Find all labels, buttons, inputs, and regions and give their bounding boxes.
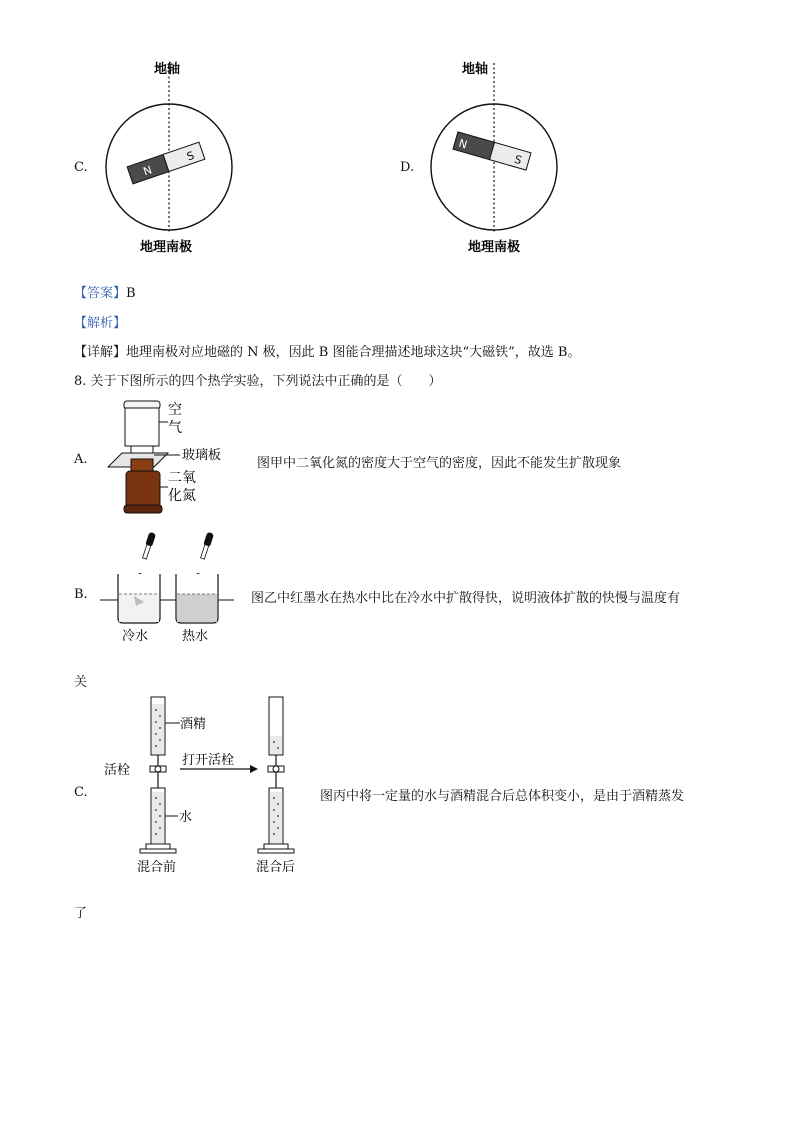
magnet-s-half bbox=[163, 142, 205, 171]
q8-option-b-letter: B. bbox=[74, 587, 88, 602]
option-c-earth-diagram bbox=[100, 55, 250, 260]
analysis-tag: 【解析】 bbox=[74, 316, 127, 331]
axis-label: 地轴 bbox=[154, 62, 181, 77]
option-d-letter: D. bbox=[400, 160, 415, 175]
q8-option-c-letter: C. bbox=[74, 785, 88, 800]
detail-tag: 【详解】 bbox=[74, 345, 127, 360]
label-air-1: 空 bbox=[168, 402, 182, 418]
axis-label: 地轴 bbox=[462, 62, 489, 77]
dropper-left bbox=[141, 532, 156, 560]
label-after: 混合后 bbox=[256, 860, 296, 875]
q8-option-b-text: 图乙中红墨水在热水中比在冷水中扩散得快，说明液体扩散的快慢与温度有 bbox=[251, 591, 681, 606]
lower-jar-neck bbox=[131, 459, 153, 471]
bar-magnet bbox=[127, 142, 205, 184]
lower-jar-base bbox=[124, 505, 162, 513]
label-cold: 冷水 bbox=[122, 629, 149, 644]
apparatus-before bbox=[140, 697, 180, 853]
pole-label: 地理南极 bbox=[140, 240, 193, 255]
label-open-valve: 打开活栓 bbox=[182, 753, 235, 768]
magnet-n-label: N bbox=[457, 136, 469, 152]
option-c-letter: C. bbox=[74, 160, 88, 175]
water-hot bbox=[177, 594, 217, 622]
apparatus-after bbox=[258, 697, 294, 853]
bar-magnet bbox=[453, 132, 531, 170]
magnet-n-label: N bbox=[141, 163, 154, 179]
q8-option-b-text-wrap: 关 bbox=[74, 675, 88, 690]
label-no2-1: 二氧 bbox=[168, 470, 196, 486]
label-hot: 热水 bbox=[182, 629, 209, 644]
label-glass: 玻璃板 bbox=[182, 448, 222, 463]
upper-jar bbox=[125, 408, 159, 446]
answer-line bbox=[74, 282, 136, 301]
magnet-s-label: S bbox=[512, 152, 524, 168]
dropper-right bbox=[199, 532, 214, 560]
q8-option-c-text: 图丙中将一定量的水与酒精混合后总体积变小，是由于酒精蒸发 bbox=[320, 789, 685, 804]
q8-option-c-text-wrap: 了 bbox=[74, 906, 88, 921]
detail-text: 地理南极对应地磁的 N 极，因此 B 图能合理描述地球这块“大磁铁”，故选 B。 bbox=[126, 345, 581, 360]
label-before: 混合前 bbox=[137, 860, 177, 875]
label-valve: 活栓 bbox=[104, 763, 131, 778]
label-water: 水 bbox=[179, 810, 193, 825]
ink-diffusion-diagram bbox=[100, 530, 240, 645]
q8-option-a-letter: A. bbox=[74, 452, 88, 467]
question-8-stem: 8. 关于下图所示的四个热学实验，下列说法中正确的是（ ） bbox=[74, 374, 442, 389]
mixing-volume-diagram bbox=[100, 692, 305, 877]
arrow-head bbox=[250, 765, 258, 773]
answer-value: B bbox=[126, 286, 136, 301]
diffusion-gas-diagram bbox=[100, 397, 245, 519]
option-d-earth-diagram bbox=[426, 55, 576, 260]
label-air-2: 气 bbox=[168, 420, 182, 436]
label-alcohol: 酒精 bbox=[180, 717, 207, 732]
answer-tag: 【答案】 bbox=[74, 286, 127, 301]
pole-label: 地理南极 bbox=[468, 240, 521, 255]
detail-line bbox=[74, 341, 580, 360]
magnet-s-half bbox=[490, 142, 531, 170]
magnet-s-label: S bbox=[185, 148, 197, 164]
label-no2-2: 化氮 bbox=[168, 488, 196, 504]
water-cold bbox=[119, 594, 159, 622]
q8-option-a-text: 图甲中二氧化氮的密度大于空气的密度，因此不能发生扩散现象 bbox=[257, 456, 622, 471]
